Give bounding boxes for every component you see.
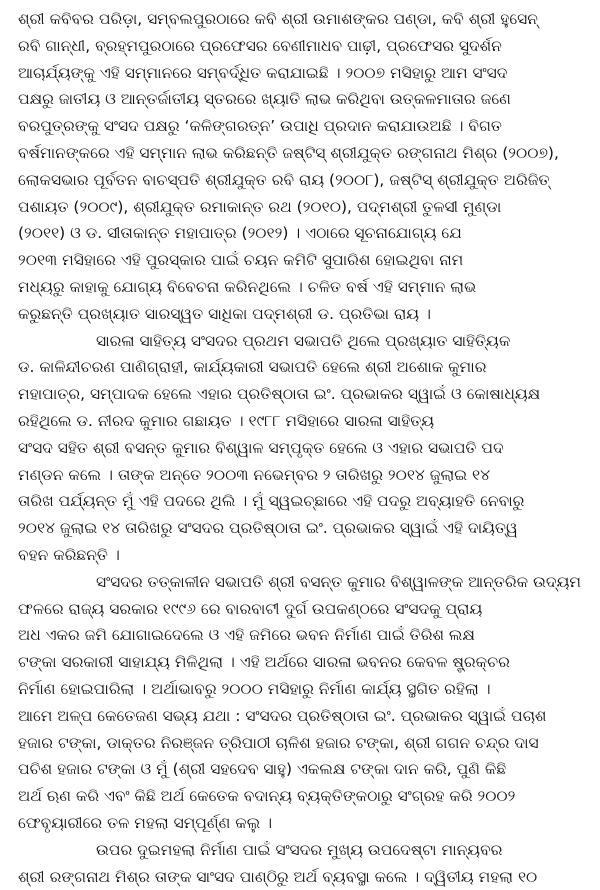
text-line: ଡ. କାଳିନ୍ଦୀଚରଣ ପାଣିଗ୍ରାହୀ, କାର୍ଯ୍ୟକାରୀ ସଭାପତି ହେଲେ ଶ୍ରୀ ଅଶୋକ କୁମାର <box>18 354 582 381</box>
text-line: ନିର୍ମାଣ ହୋଇପାରିଲା । ଅର୍ଥାଭାବରୁ ୨୦୦୦ ମସିହାରୁ ନିର୍ମାଣ କାର୍ଯ୍ୟ ସ୍ଥଗିତ ରହିଲା । <box>18 676 582 703</box>
text-line: ବହନ କରିଛନ୍ତି । <box>18 542 582 569</box>
paragraph-start-line: ସାରଳା ସାହିତ୍ୟ ସଂସଦର ପ୍ରଥମ ସଭାପତି ଥିଲେ ପ୍ରଖ୍ୟାତ ସାହିତ୍ୟିକ <box>18 328 582 355</box>
paragraph-start-line: ଉପର ଦୁଇମହଲା ନିର୍ମାଣ ପାଇଁ ସଂସଦର ମୁଖ୍ୟ ଉପଦେଷ୍ଟା ମାନ୍ୟବର <box>18 837 582 864</box>
text-line: ଟଙ୍କା ସରକାରୀ ସାହାଯ୍ୟ ମିଳିଥିଲା । ଏହି ଅର୍ଥରେ ସାରଳା ଭବନର କେବଳ ଷ୍ଟ୍ରକ୍ଚର <box>18 649 582 676</box>
text-line: ୨୦୧୩ ମସିହାରେ ଏହି ପୁରସ୍କାର ପାଇଁ ଚୟନ କମିଟି ସୁପାରିଶ ହୋଇଥିବା ନାମ <box>18 247 582 274</box>
paragraph-start-line: ସଂସଦର ତତ୍କାଳୀନ ସଭାପତି ଶ୍ରୀ ବସନ୍ତ କୁମାର ବିଶ୍ୱାଳଙ୍କ ଆନ୍ତରିକ ଉଦ୍ୟମ <box>18 569 582 596</box>
text-line: ତାରିଖ ପର୍ଯ୍ୟନ୍ତ ମୁଁ ଏହି ପଦରେ ଥିଲି । ମୁଁ ସ୍ୱଇଚ୍ଛାରେ ଏହି ପଦରୁ ଅବ୍ୟାହତି ନେବାରୁ <box>18 488 582 515</box>
text-line: ଅଧ ଏକର ଜମି ଯୋଗାଇଦେଲେ ଓ ଏହି ଜମିରେ ଭବନ ନିର୍ମାଣ ପାଇଁ ତିରିଶ ଲକ୍ଷ <box>18 622 582 649</box>
text-line: ଅର୍ଥ ଋଣ କରି ଏବଂ କିଛି ଅର୍ଥ କେତେକ ବଦାନ୍ୟ ବ୍ୟକ୍ତିଙ୍କଠାରୁ ସଂଗ୍ରହ କରି ୨୦୦୨ <box>18 783 582 810</box>
text-line: ସଂସଦ ସହିତ ଶ୍ରୀ ବସନ୍ତ କୁମାର ବିଶ୍ୱାଳ ସମ୍ପୃକ୍ତ ହେଲେ ଓ ଏହାର ସଭାପତି ପଦ <box>18 435 582 462</box>
text-line: ଶ୍ରୀ ରଙ୍ଗନାଥ ମିଶ୍ର ତାଙ୍କ ସାଂସଦ ପାଣ୍ଠିରୁ ଅର୍ଥ ବ୍ୟବସ୍ଥା କଲେ । ଦ୍ୱିତୀୟ ମହଲା ୧୦ <box>18 864 582 890</box>
body-text <box>18 6 582 890</box>
text-line: (୨୦୧୧) ଓ ଡ. ସୀତାକାନ୍ତ ମହାପାତ୍ର (୨୦୧୨) । ଏଠାରେ ସୂଚନାଯୋଗ୍ୟ ଯେ <box>18 220 582 247</box>
text-line: ଲୋକସଭାର ପୂର୍ବତନ ବାଚସ୍ପତି ଶ୍ରୀଯୁକ୍ତ ରବି ରାୟ (୨୦୦୮), ଜଷ୍ଟିସ୍ ଶ୍ରୀଯୁକ୍ତ ଅରିଜିତ୍ <box>18 167 582 194</box>
text-line: ମଣ୍ଡନ କଲେ । ତାଙ୍କ ଅନ୍ତେ ୨୦୦୩ ନଭେମ୍ବର ୨ ତାରିଖରୁ ୨୦୧୪ ଜୁଲାଇ ୧୪ <box>18 462 582 489</box>
text-line: ଆଚାର୍ଯ୍ୟଙ୍କୁ ଏହି ସମ୍ମାନରେ ସମ୍ବର୍ଦ୍ଧିତ କରାଯାଇଛି । ୨୦୦୭ ମସିହାରୁ ଆମ ସଂସଦ <box>18 60 582 87</box>
text-line: ପକ୍ଷରୁ ଜାତୀୟ ଓ ଆନ୍ତର୍ଜାତୀୟ ସ୍ତରରେ ଖ୍ୟାତି ଲାଭ କରିଥିବା ଉତ୍କଳମାତାର ଜଣେ <box>18 86 582 113</box>
text-line: ପଚିଶ ହଜାର ଟଙ୍କା ଓ ମୁଁ (ଶ୍ରୀ ସହଦେବ ସାହୁ) ଏକଲକ୍ଷ ଟଙ୍କା ଦାନ କରି, ପୁଣି କିଛି <box>18 756 582 783</box>
text-line: ରବି ଗାନ୍ଧୀ, ବ୍ରହ୍ମପୁରଠାରେ ପ୍ରଫେସର ବେଣୀମାଧବ ପାଢ଼ୀ, ପ୍ରଫେସର ସୁଦର୍ଶନ <box>18 33 582 60</box>
text-line: ଶ୍ରୀ କବିବର ପରିଡ଼ା, ସମ୍ବଲପୁରଠାରେ କବି ଶ୍ରୀ ଉମାଶଙ୍କର ପଣ୍ଡା, କବି ଶ୍ରୀ ହୁସେନ୍ <box>18 6 582 33</box>
text-line: ଆମେ ଅଳ୍ପ କେତେଜଣ ସଭ୍ୟ ଯଥା : ସଂସଦର ପ୍ରତିଷ୍ଠାତା ଇଂ. ପ୍ରଭାକର ସ୍ୱାଇଁ ପଚାଶ <box>18 703 582 730</box>
text-line: ପଶାୟତ (୨୦୦୯), ଶ୍ରୀଯୁକ୍ତ ରମାକାନ୍ତ ରଥ (୨୦୧୦), ପଦ୍ମଶ୍ରୀ ତୁଳସୀ ମୁଣ୍ଡା <box>18 194 582 221</box>
text-line: ହଜାର ଟଙ୍କା, ଡାକ୍ତର ନିରଞ୍ଜନ ତ୍ରିପାଠୀ ଚାଳିଶ ହଜାର ଟଙ୍କା, ଶ୍ରୀ ଗଗନ ଚନ୍ଦ୍ର ଦାସ <box>18 730 582 757</box>
text-line: ମଧ୍ୟରୁ କାହାକୁ ଯୋଗ୍ୟ ବିବେଚନା କରିନଥିଲେ । ଚଳିତ ବର୍ଷ ଏହି ସମ୍ମାନ ଲାଭ <box>18 274 582 301</box>
text-line: ୨୦୧୪ ଜୁଲାଇ ୧୪ ତାରିଖରୁ ସଂସଦର ପ୍ରତିଷ୍ଠାତା ଇଂ. ପ୍ରଭାକର ସ୍ୱାଇଁ ଏହି ଦାୟିତ୍ୱ <box>18 515 582 542</box>
text-line: ଫଳରେ ରାଜ୍ୟ ସରକାର ୧୯୯୬ ରେ ବାରବାଟୀ ଦୁର୍ଗ ଉପକଣ୍ଠରେ ସଂସଦକୁ ପ୍ରାୟ <box>18 596 582 623</box>
text-line: ବରପୁତ୍ରଙ୍କୁ ସଂସଦ ପକ୍ଷରୁ ‘କଳିଙ୍ଗରତ୍ନ’ ଉପାଧି ପ୍ରଦାନ କରାଯାଉଅଛି । ବିଗତ <box>18 113 582 140</box>
text-line: ମହାପାତ୍ର, ସମ୍ପାଦକ ହେଲେ ଏହାର ପ୍ରତିଷ୍ଠାତା ଇଂ. ପ୍ରଭାକର ସ୍ୱାଇଁ ଓ କୋଷାଧ୍ୟକ୍ଷ <box>18 381 582 408</box>
text-line: ଫେବୃୟାରୀରେ ତଳ ମହଲା ସମ୍ପୂର୍ଣ୍ଣ କଲୁ । <box>18 810 582 837</box>
text-line: ବର୍ଷମାନଙ୍କରେ ଏହି ସମ୍ମାନ ଲାଭ କରିଛନ୍ତି ଜଷ୍ଟିସ୍ ଶ୍ରୀଯୁକ୍ତ ରଙ୍ଗନାଥ ମିଶ୍ର (୨୦୦୭), <box>18 140 582 167</box>
text-line: କରୁଛନ୍ତି ପ୍ରଖ୍ୟାତ ସାରସ୍ୱତ ସାଧିକା ପଦ୍ମଶ୍ରୀ ଡ. ପ୍ରତିଭା ରାୟ । <box>18 301 582 328</box>
text-line: ରହିଥିଲେ ଡ. ନୀରଦ କୁମାର ଗଛାୟତ । ୧୯୮୮ ମସିହାରେ ସାରଳା ସାହିତ୍ୟ <box>18 408 582 435</box>
